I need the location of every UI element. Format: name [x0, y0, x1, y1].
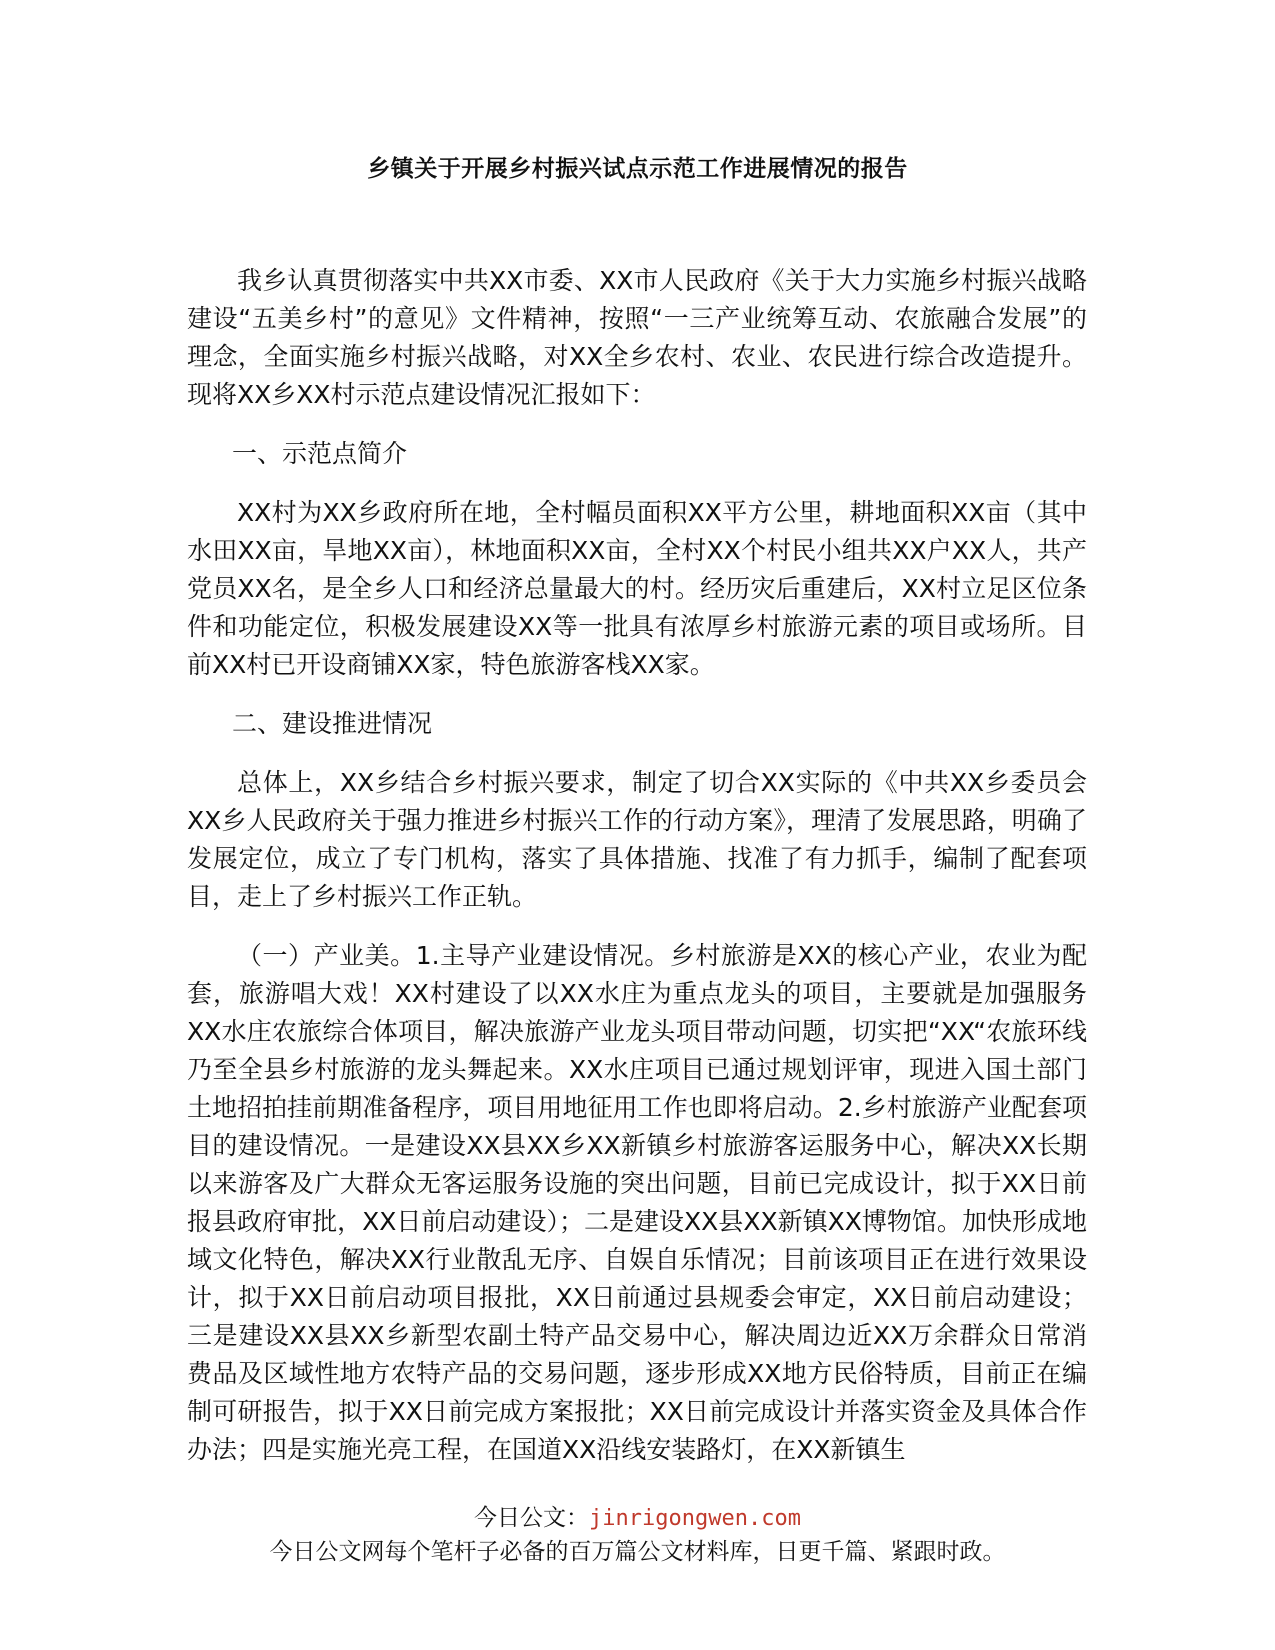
- footer: [0, 1502, 1275, 1569]
- footer-source-line: [0, 1502, 1275, 1535]
- footer-label: 今日公文：: [474, 1505, 590, 1531]
- footer-url-link[interactable]: jinrigongwen.com: [589, 1506, 801, 1531]
- section-2-paragraph: 总体上，XX乡结合乡村振兴要求，制定了切合XX实际的《中共XX乡委员会XX乡人民政府关于强力推进乡村振兴工作的行动方案》，理清了发展思路，明确了发展定位，成立了专门机构，落实了具体措施、找准了有力抓手，编制了配套项目，走上了乡村振兴工作正轨。: [187, 768, 1087, 911]
- footer-tagline: 今日公文网每个笔杆子必备的百万篇公文材料库，日更千篇、紧跟时政。: [269, 1539, 1006, 1565]
- document-title: 乡镇关于开展乡村振兴试点示范工作进展情况的报告: [367, 156, 908, 182]
- industry-paragraph: （一）产业美。1.主导产业建设情况。乡村旅游是XX的核心产业，农业为配套，旅游唱大戏！XX村建设了以XX水庄为重点龙头的项目，主要就是加强服务XX水庄农旅综合体项目，解决旅游产业龙头项目带动问题，切实把“XX“农旅环线乃至全县乡村旅游的龙头舞起来。XX水庄项目已通过规划评审，现进入国土部门土地招拍挂前期准备程序，项目用地征用工作也即将启动。2.乡村旅游产业配套项目的建设情况。一是建设XX县XX乡XX新镇乡村旅游客运服务中心，解决XX长期以来游客及广大群众无客运服务设施的突出问题，目前已完成设计，拟于XX日前报县政府审批，XX日前启动建设）；二是建设XX县XX新镇XX博物馆。加快形成地域文化特色，解决XX行业散乱无序、自娱自乐情况；目前该项目正在进行效果设计，拟于XX日前启动项目报批，XX日前通过县规委会审定，XX日前启动建设；三是建设XX县XX乡新型农副土特产品交易中心，解决周边近XX万余群众日常消费品及区域性地方农特产品的交易问题，逐步形成XX地方民俗特质，目前正在编制可研报告，拟于XX日前完成方案报批；XX日前完成设计并落实资金及具体合作办法；四是实施光亮工程，在国道XX沿线安装路灯，在XX新镇生: [187, 941, 1087, 1464]
- section-1-paragraph: XX村为XX乡政府所在地，全村幅员面积XX平方公里，耕地面积XX亩（其中水田XX亩，旱地XX亩），林地面积XX亩，全村XX个村民小组共XX户XX人，共产党员XX名，是全乡人口和经济总量最大的村。经历灾后重建后，XX村立足区位条件和功能定位，积极发展建设XX等一批具有浓厚乡村旅游元素的项目或场所。目前XX村已开设商铺XX家，特色旅游客栈XX家。: [187, 498, 1087, 679]
- section-heading-2: 二、建设推进情况: [232, 709, 433, 738]
- document-body: [187, 262, 1087, 1490]
- intro-paragraph: 我乡认真贯彻落实中共XX市委、XX市人民政府《关于大力实施乡村振兴战略建设“五美乡村”的意见》文件精神，按照“一三产业统筹互动、农旅融合发展”的理念，全面实施乡村振兴战略，对XX全乡农村、农业、农民进行综合改造提升。现将XX乡XX村示范点建设情况汇报如下：: [187, 266, 1087, 409]
- section-heading-1: 一、示范点简介: [232, 439, 408, 468]
